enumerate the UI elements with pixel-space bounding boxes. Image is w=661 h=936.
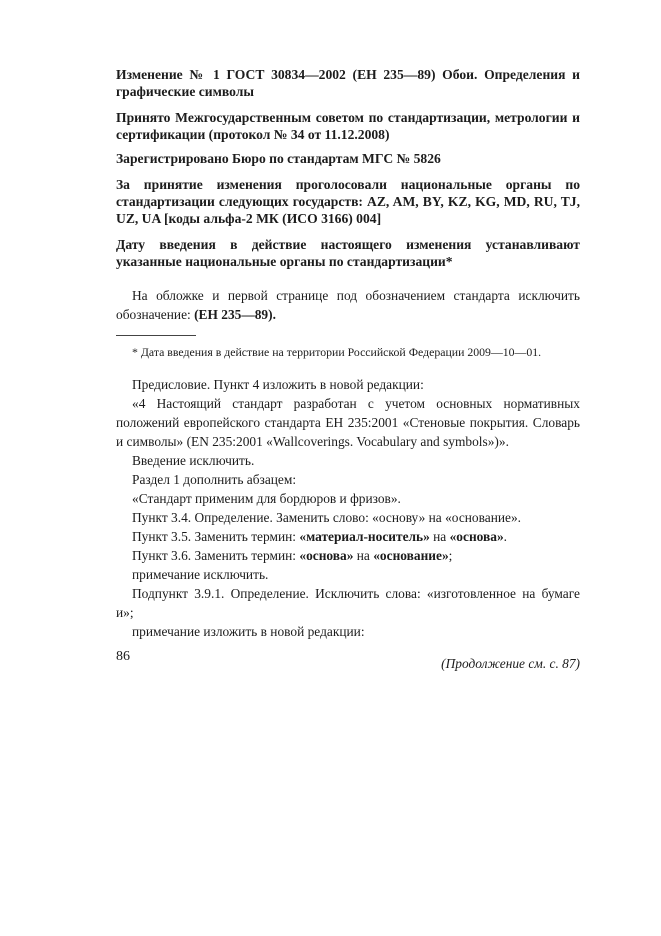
effective-date-statement: Дату введения в действие настоящего изменения устанавливают указанные национальные органы по стандартизации* [116,237,580,269]
p36-paragraph [116,546,580,565]
amendment-title: Изменение № 1 ГОСТ 30834—2002 (ЕН 235—89) Обои. Определения и графические символы [116,67,580,99]
continuation-note: (Продолжение см. с. 87) [441,656,580,671]
adopted-statement: Принято Межгосударственным советом по стандартизации, метрологии и сертификации (протокол № 34 от 11.12.2008) [116,110,580,142]
preface-paragraph: Предисловие. Пункт 4 изложить в новой редакции: [132,377,424,392]
section1-text-paragraph: «Стандарт применим для бордюров и фризов». [132,491,401,506]
p36-joiner: на [353,548,374,563]
p35-text: Пункт 3.5. Заменить термин: [132,529,300,544]
p36-text: Пункт 3.6. Заменить термин: [132,548,300,563]
page-number: 86 [116,649,130,664]
p35-end: . [503,529,508,544]
note-remove-paragraph: примечание исключить. [132,567,269,582]
p35-old-term: «материал-носитель» [299,529,430,544]
item4-paragraph: «4 Настоящий стандарт разработан с учетом основных нормативных положений европейского стандарта ЕН 235:2001 «Стеновые покрытия. Словарь и символы» (EN 235:2001 «Wallcoverings. Vocabulary and symbols»)». [116,396,580,449]
intro-paragraph: Введение исключить. [132,453,255,468]
cover-paragraph [116,286,580,324]
p36-old-term: «основа» [299,548,354,563]
p36-end: ; [448,548,453,563]
voted-statement: За принятие изменения проголосовали национальные органы по стандартизации следующих государств: AZ, AM, BY, KZ, KG, MD, RU, TJ, UZ, UA [коды альфа-2 МК (ИСО 3166) 004] [116,177,580,226]
registered-statement: Зарегистрировано Бюро по стандартам МГС № 5826 [116,151,441,166]
document-page [116,66,580,673]
p391-paragraph: Подпункт 3.9.1. Определение. Исключить слова: «изготовленное на бумаге и»; [116,586,580,620]
section1-paragraph: Раздел 1 дополнить абзацем: [132,472,297,487]
p34-paragraph: Пункт 3.4. Определение. Заменить слово: «основу» на «основание». [132,510,522,525]
footnote-divider [116,335,196,336]
footnote: * Дата введения в действие на территории Российской Федерации 2009—10—01. [132,345,542,359]
p35-new-term: «основа» [449,529,504,544]
cover-designation: (ЕН 235—89). [194,307,276,322]
note-new-paragraph: примечание изложить в новой редакции: [132,624,365,639]
p35-joiner: на [429,529,450,544]
p35-paragraph [116,527,580,546]
cover-text: На обложке и первой странице под обозначением стандарта исключить обозначение: [116,288,580,322]
p36-new-term: «основание» [373,548,449,563]
